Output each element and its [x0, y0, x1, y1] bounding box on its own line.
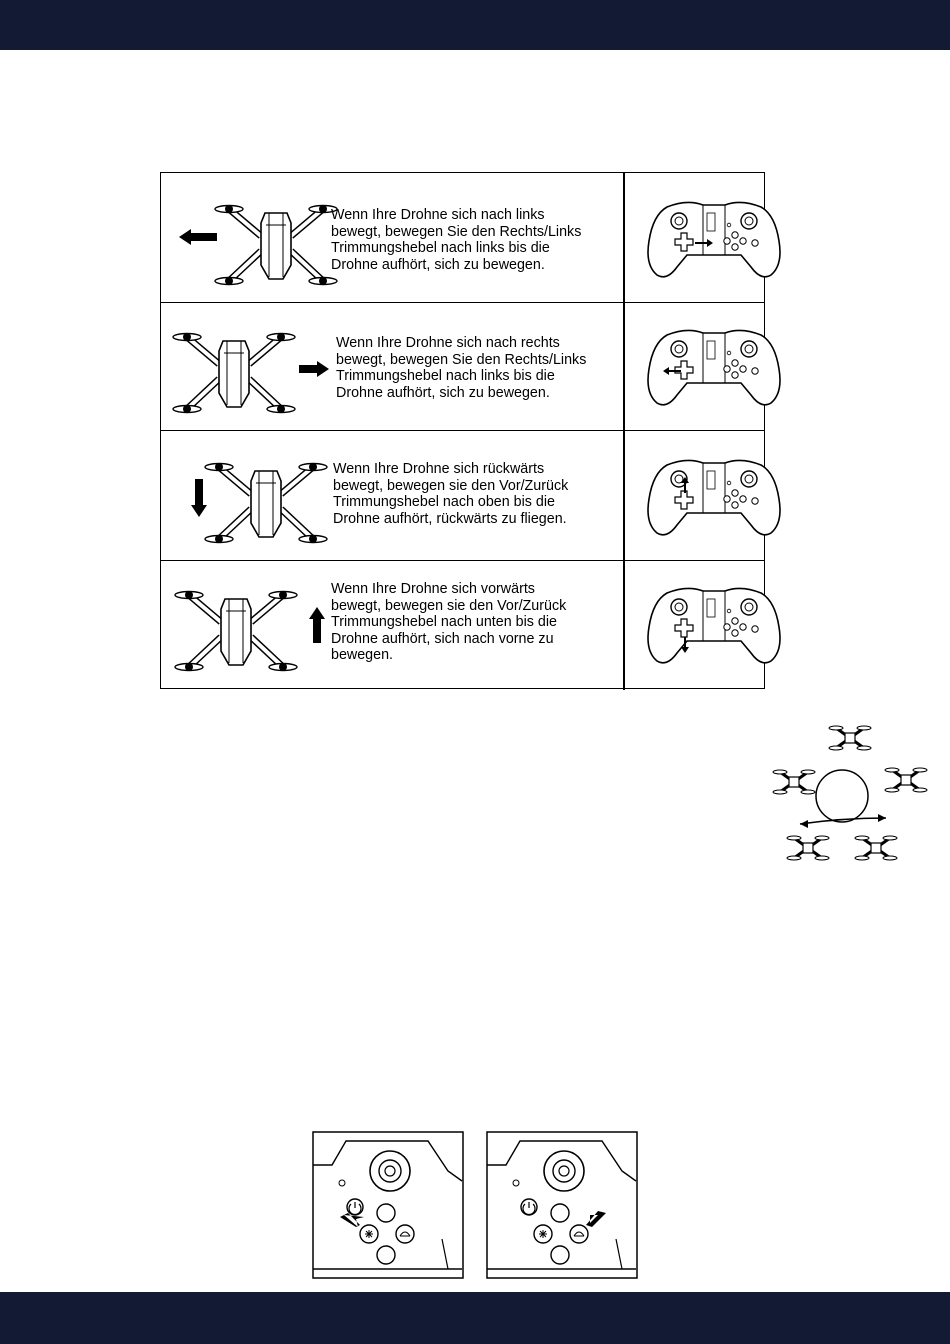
trim-instruction-text: Wenn Ihre Drohne sich nach links bewegt, bewegen Sie den Rechts/Links Trimmungshebel nach links bis die Drohne aufhört, sich zu bewegen.	[331, 207, 582, 273]
trim-instruction-text: Wenn Ihre Drohne sich vorwärts bewegt, bewegen sie den Vor/Zurück Trimmungshebel nach unten bis die Drohne aufhört, sich nach vorne zu bewegen.	[331, 581, 567, 663]
left-arrow-icon	[179, 229, 217, 245]
footer-bar	[0, 1292, 950, 1344]
controller-trim-down-icon	[637, 579, 787, 669]
column-divider	[623, 173, 625, 302]
controller-closeup-light-button	[312, 1131, 464, 1279]
column-divider	[623, 431, 625, 560]
drone-illustration	[211, 181, 341, 301]
trim-instruction-text: Wenn Ihre Drohne sich rückwärts bewegt, bewegen sie den Vor/Zurück Trimmungshebel nach oben bis die Drohne aufhört, rückwärts zu fliegen.	[333, 461, 569, 527]
drone-illustration	[201, 439, 331, 559]
controller-closeup-flip-button	[486, 1131, 638, 1279]
trim-instructions-table	[160, 172, 765, 689]
drone-illustration	[169, 309, 299, 429]
down-arrow-icon	[191, 479, 207, 517]
controller-trim-up-icon	[637, 451, 787, 541]
trim-instruction-text: Wenn Ihre Drohne sich nach rechts bewegt, bewegen Sie den Rechts/Links Trimmungshebel nach links bis die Drohne aufhört, sich zu bewegen.	[336, 335, 587, 401]
trim-row-forward	[161, 561, 764, 690]
controller-trim-left-icon	[637, 321, 787, 411]
right-arrow-icon	[299, 361, 329, 377]
drone-illustration	[171, 567, 301, 687]
trim-row-backward	[161, 431, 764, 561]
circle-flight-illustration	[770, 718, 930, 868]
trim-row-left	[161, 173, 764, 303]
controller-trim-right-icon	[637, 193, 787, 283]
up-arrow-icon	[309, 607, 325, 643]
header-bar	[0, 0, 950, 50]
column-divider	[623, 561, 625, 690]
trim-row-right	[161, 303, 764, 431]
column-divider	[623, 303, 625, 430]
